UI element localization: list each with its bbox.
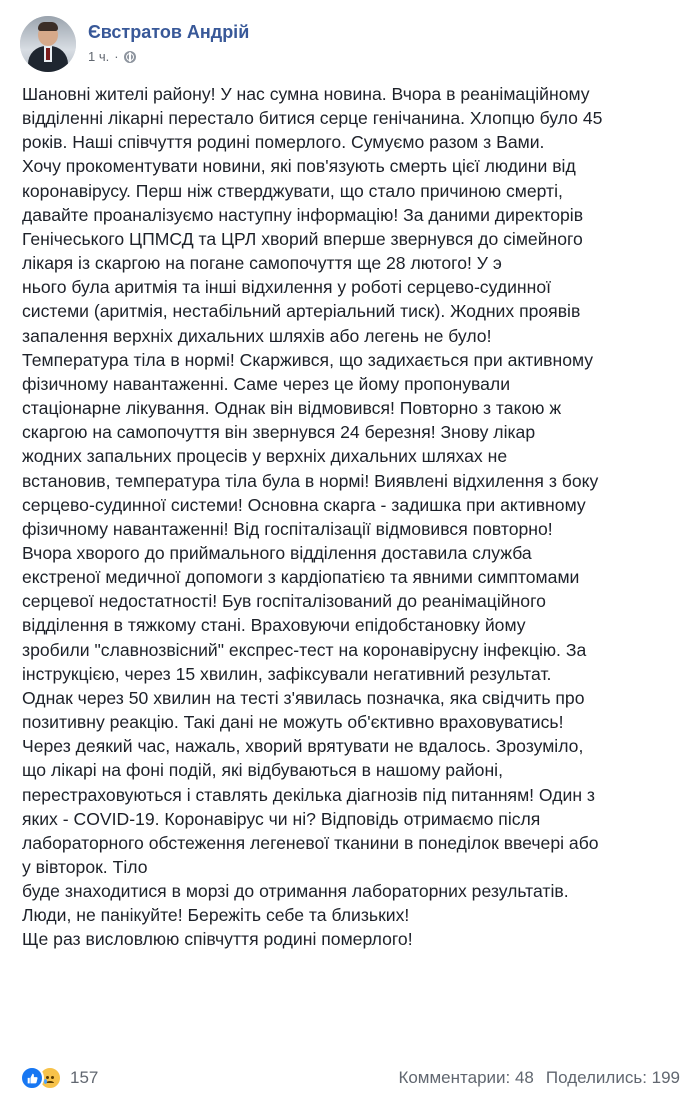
post-text-line: Температура тіла в нормі! Скаржився, що задихається при активному	[22, 349, 594, 370]
post-text-line: серцево-судинної системи! Основна скарга - задишка при активному	[22, 494, 586, 515]
post-text-line: років. Наші співчуття родині померлого. Сумуємо разом з Вами.	[22, 132, 545, 153]
post-time-row	[88, 49, 249, 65]
post-text-line: скаргою на самопочуття він звернувся 24 березня! Знову лікар	[22, 422, 536, 443]
post-text-line: фізичному навантаженні. Саме через це йому пропонували	[22, 373, 511, 394]
post-text-line: Через деякий час, нажаль, хворий врятувати не вдалось. Зрозуміло,	[22, 736, 584, 757]
post-header	[20, 16, 249, 74]
post-text-line: Люди, не панікуйте! Бережіть себе та близьких!	[22, 905, 410, 926]
post-text-line: запалення верхніх дихальних шляхів або легень не було!	[22, 325, 492, 346]
reactions-count[interactable]: 157	[70, 1068, 99, 1087]
post-text-line: Ще раз висловлюю співчуття родині померлого!	[22, 929, 413, 950]
author-name[interactable]: Євстратов Андрій	[88, 22, 250, 42]
post-text-line: лікаря із скаргою на погане самопочуття ще 28 лютого! У э	[22, 253, 502, 274]
post-text-line: фізичному навантаженні! Від госпіталізації відмовився повторно!	[22, 518, 553, 539]
post-text-line: жодних запальних процесів у верхніх дихальних шляхах не	[22, 446, 508, 467]
post-footer	[20, 1064, 680, 1092]
like-icon[interactable]	[20, 1066, 44, 1090]
post-text-line: зробили "славнозвісний" експрес-тест на коронавірусну інфекцію. За	[22, 639, 587, 660]
globe-icon[interactable]	[124, 51, 136, 63]
post-text-line: Генічеського ЦПМСД та ЦРЛ хворий вперше звернувся до сімейного	[22, 228, 583, 249]
post-text-line: системи (аритмія, нестабільний артеріальний тиск). Жодних проявів	[22, 301, 581, 322]
post-text-line: стаціонарне лікування. Однак він відмовився! Повторно з такою ж	[22, 398, 562, 419]
post-timestamp[interactable]: 1 ч.	[88, 49, 110, 64]
post-text-line: яких - COVID-19. Коронавірус чи ні? Відповідь отримаємо після	[22, 808, 541, 829]
meta-separator: ·	[114, 49, 119, 64]
post-text-line: Хочу прокоментувати новини, які пов'язують смерть цієї людини від	[22, 156, 576, 177]
post-text-line: лабораторного обстеження легеневої тканини в понеділок ввечері або	[22, 832, 599, 853]
post-text-line: позитивну реакцію. Такі дані не можуть об'єктивно враховуватись!	[22, 712, 564, 733]
post-text-line: у вівторок. Тіло	[22, 857, 148, 877]
shares-count[interactable]: Поделились: 199	[545, 1068, 680, 1087]
post-text-line: екстреної медичної допомоги з кардіопатією та явними симптомами	[22, 567, 580, 588]
reactions-summary[interactable]	[20, 1066, 98, 1090]
post-text-line: перестраховуються і ставлять декілька діагнозів під питанням! Один з	[22, 784, 595, 805]
post-text-line: Однак через 50 хвилин на тесті з'явилась позначка, яка свідчить про	[22, 687, 585, 708]
post-text-line: відділенні лікарні перестало битися серце генічанина. Хлопцю було 45	[22, 108, 603, 129]
post-text-line: інструкцією, через 15 хвилин, зафіксували негативний результат.	[22, 663, 552, 684]
post-text-line: коронавірусу. Перш ніж стверджувати, що стало причиною смерті,	[22, 180, 563, 201]
post-text-line: нього була аритмія та інші відхилення у роботі серцево-судинної	[22, 277, 552, 298]
post-text-line: що лікарі на фоні подій, які відбуваються в нашому районі,	[22, 760, 503, 781]
post-meta	[88, 16, 249, 65]
post-text-line: встановив, температура тіла була в нормі! Виявлені відхилення з боку	[22, 470, 599, 491]
post-text-line: Шановні жителі району! У нас сумна новина. Вчора в реанімаційному	[22, 84, 590, 104]
post-text-line: відділення в тяжкому стані. Враховуючи епідобстановку йому	[22, 615, 526, 636]
post-text-line: Вчора хворого до приймального відділення доставила служба	[22, 542, 532, 563]
post-text-line: буде знаходитися в морзі до отримання лабораторних результатів.	[22, 881, 569, 902]
post-text-line: серцевої недостатності! Був госпіталізований до реанімаційного	[22, 591, 546, 612]
comments-count[interactable]: Комментарии: 48	[398, 1068, 534, 1087]
post-text-line: давайте проаналізуємо наступну інформацію! За даними директорів	[22, 204, 584, 225]
author-avatar[interactable]	[20, 16, 76, 72]
post-stats	[398, 1068, 680, 1088]
post-body	[22, 82, 682, 952]
